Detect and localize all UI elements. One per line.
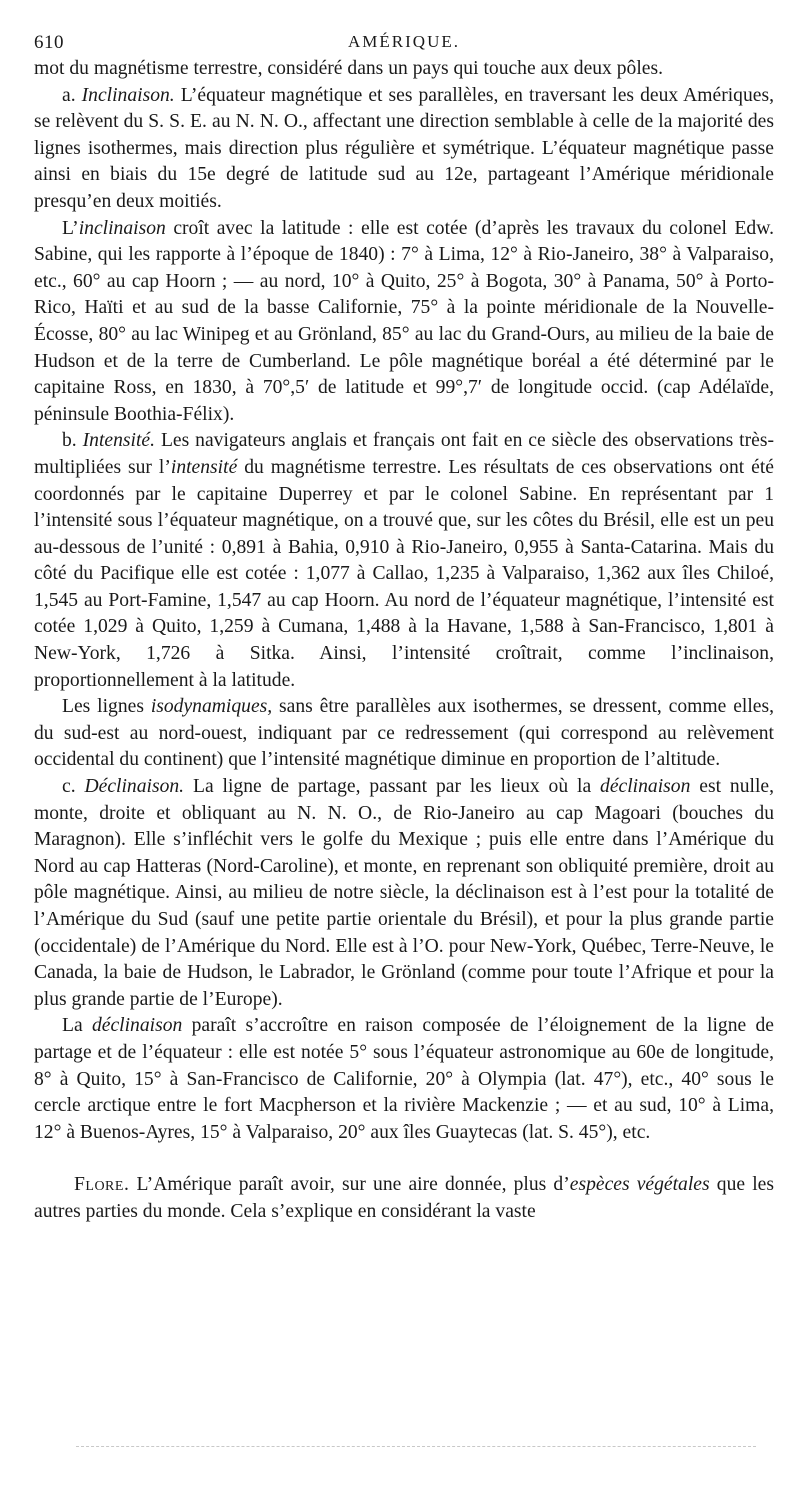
paragraph-declinaison-accroissement: La déclinaison paraît s’accroître en raison composée de l’éloignement de la ligne de partage et de l’équateur : elle est notée 5° sous l’équateur astronomique au 60e de longitude, 8° à Quito, 15° à San-Francisco de Californie, 20° à Olympia (lat. 47°), etc., 40° sous le cercle arctique entre le fort Macpherson et la rivière Mackenzie ; — et au sud, 10° à Lima, 12° à Buenos-Ayres, 15° à Valparaiso, 20° aux îles Guaytecas (lat. S. 45°), etc. xyxy=(34,1015,774,1143)
emphasis-term: intensité xyxy=(170,456,238,478)
paragraph-declinaison: c. Déclinaison. La ligne de partage, passant par les lieux où la déclinaison est nulle, monte, droite et obliquant au N. N. O., de Rio-Janeiro au cap Magoari (bouches du Maragnon). Elle s’infléchit vers le golfe du Mexique ; puis elle entre dans l’Amérique du Nord au cap Hatteras (Nord-Caroline), et monte, en reprenant son obliquité première, droit au pôle magnétique. Ainsi, au milieu de notre siècle, la déclinaison est à l’est pour la totalité de l’Amérique du Sud (sauf une petite partie orientale du Brésil), et pour la plus grande partie (occidentale) de l’Amérique du Nord. Elle est à l’O. pour New-York, Québec, Terre-Neuve, le Canada, la baie de Hudson, le Labrador, le Grönland (comme pour toute l’Afrique et pour la plus grande partie de l’Europe). xyxy=(34,776,775,1010)
section-term: Intensité. xyxy=(82,430,156,452)
paragraph-continuation: mot du magnétisme terrestre, considéré dans un pays qui touche aux deux pôles. xyxy=(34,58,664,79)
emphasis-term: déclinaison xyxy=(600,776,691,798)
paragraph-isodynamiques: Les lignes isodynamiques, sans être parallèles aux isothermes, se dressent, comme elles, du sud-est au nord-ouest, indiquant par ce redressement (qui correspond au relèvement occidental du continent) que l’intensité magnétique diminue en proportion de l’altitude. xyxy=(34,696,774,771)
section-term: Inclinaison. xyxy=(81,84,175,106)
section-term: Déclinaison. xyxy=(84,776,185,798)
running-title: AMÉRIQUE. xyxy=(348,32,460,51)
section-label: b. xyxy=(62,430,77,452)
page-header xyxy=(34,28,774,56)
page-number: 610 xyxy=(34,32,64,53)
body-text xyxy=(34,56,774,1226)
emphasis-term: espèces végétales xyxy=(569,1174,710,1196)
paragraph-flore: Flore. L’Amérique paraît avoir, sur une aire donnée, plus d’espèces végétales que les autres parties du monde. Cela s’explique en considérant la vaste xyxy=(34,1174,774,1222)
page xyxy=(34,28,774,1226)
emphasis-term: isodynamiques, xyxy=(150,696,273,718)
emphasis-term: déclinaison xyxy=(91,1015,183,1037)
paragraph-intensite: b. Intensité. Les navigateurs anglais et français ont fait en ce siècle des observations très-multipliées sur l’intensité du magnétisme terrestre. Les résultats de ces observations ont été coordonnés par le capitaine Duperrey et par le colonel Sabine. En représentant par 1 l’intensité sous l’équateur magnétique, on a trouvé que, sur les côtes du Brésil, elle est un peu au-dessous de l’unité : 0,891 à Bahia, 0,910 à Rio-Janeiro, 0,955 à Santa-Catarina. Mais du côté du Pacifique elle est cotée : 1,077 à Callao, 1,235 à Valparaiso, 1,362 aux îles Chiloé, 1,545 au Port-Famine, 1,547 au cap Hoorn. Au nord de l’équateur magnétique, l’intensité est cotée 1,029 à Quito, 1,259 à Cumana, 1,488 à la Havane, 1,588 à San-Francisco, 1,801 à New-York, 1,726 à Sitka. Ainsi, l’intensité croîtrait, comme l’inclinaison, proportionnellement à la latitude. xyxy=(34,430,774,691)
section-label: Flore. xyxy=(74,1174,130,1196)
bottom-rule xyxy=(76,1446,756,1447)
paragraph-inclinaison: a. Inclinaison. L’équateur magnétique et ses parallèles, en traversant les deux Amériques, se relèvent du S. S. E. au N. N. O., affectant une direction semblable à celle de la majorité des lignes isothermes, mais direction plus régulière et symétrique. L’équateur magnétique passe ainsi en biais du 15e degré de latitude sud au 12e, partageant l’Amérique méridionale presqu’en deux moitiés. xyxy=(34,84,774,212)
section-label: c. xyxy=(62,776,76,798)
emphasis-term: inclinaison xyxy=(78,217,166,239)
paragraph-inclinaison-latitude: L’inclinaison croît avec la latitude : elle est cotée (d’après les travaux du colonel Edw. Sabine, qui les rapporte à l’époque de 1840) : 7° à Lima, 12° à Rio-Janeiro, 38° à Valparaiso, etc., 60° au cap Hoorn ; — au nord, 10° à Quito, 25° à Bogota, 30° à Panama, 50° à Porto-Rico, Haïti et au sud de la basse Californie, 75° à la pointe méridionale de la Nouvelle-Écosse, 80° au lac Winipeg et au Grönland, 85° au lac du Grand-Ours, au milieu de la baie de Hudson et de la terre de Cumberland. Le pôle magnétique boréal a été déterminé par le capitaine Ross, en 1830, à 70°,5′ de latitude et 99°,7′ de longitude occid. (cap Adélaïde, péninsule Boothia-Félix). xyxy=(34,217,774,425)
section-label: a. xyxy=(62,84,76,106)
